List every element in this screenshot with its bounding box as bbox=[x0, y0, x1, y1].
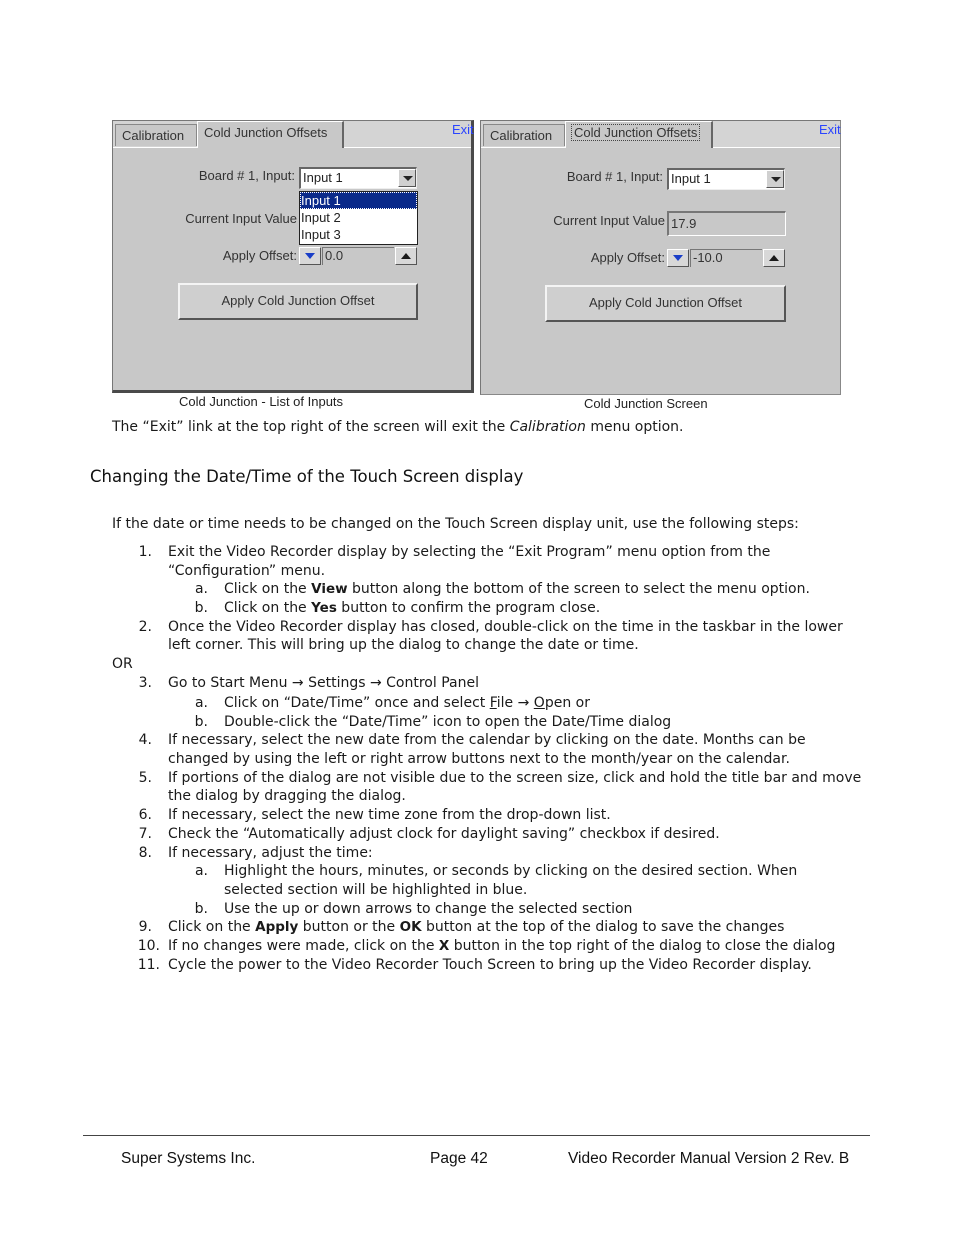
substep-letter: a. bbox=[194, 863, 208, 879]
footer-company: Super Systems Inc. bbox=[121, 1150, 256, 1167]
step-number: 5. bbox=[138, 770, 152, 786]
substep-text: Double-click the “Date/Time” icon to open the Date/Time dialog bbox=[224, 714, 672, 730]
cold-junction-screenshot bbox=[480, 120, 841, 395]
footer-page-number: Page 42 bbox=[430, 1150, 488, 1167]
step-text: Once the Video Recorder display has closed, double-click on the time in the taskbar in the lower bbox=[168, 619, 843, 635]
step-text: If necessary, adjust the time: bbox=[168, 845, 373, 861]
apply-cold-junction-offset-button[interactable]: Apply Cold Junction Offset bbox=[178, 283, 418, 320]
step-number: 3. bbox=[138, 675, 152, 691]
exit-link[interactable]: Exit bbox=[819, 122, 841, 137]
step-number: 1. bbox=[138, 544, 152, 560]
step-text: Exit the Video Recorder display by selecting the “Exit Program” menu option from the bbox=[168, 544, 771, 560]
step-text: changed by using the left or right arrow buttons next to the month/year on the calendar. bbox=[168, 751, 790, 767]
step-number: 10. bbox=[137, 938, 160, 954]
dropdown-option[interactable]: Input 3 bbox=[301, 227, 341, 242]
exit-note: The “Exit” link at the top right of the screen will exit the Calibration menu option. bbox=[112, 419, 684, 435]
substep-letter: a. bbox=[194, 695, 208, 711]
substep-text: Use the up or down arrows to change the selected section bbox=[224, 901, 633, 917]
step-text: Cycle the power to the Video Recorder Touch Screen to bring up the Video Recorder display. bbox=[168, 957, 812, 973]
step-number: 6. bbox=[138, 807, 152, 823]
current-input-value-label: Current Input Value bbox=[185, 211, 297, 226]
cold-junction-list-screenshot bbox=[112, 120, 474, 393]
step-text: left corner. This will bring up the dialog to change the date or time. bbox=[168, 637, 639, 653]
offset-decrement-button[interactable] bbox=[299, 247, 321, 265]
offset-increment-button[interactable] bbox=[395, 247, 417, 265]
step-number: 8. bbox=[138, 845, 152, 861]
step-number: 4. bbox=[138, 732, 152, 748]
step-number: 11. bbox=[137, 957, 160, 973]
chevron-down-icon[interactable] bbox=[398, 169, 416, 187]
tab-cold-junction-offsets[interactable]: Cold Junction Offsets bbox=[565, 121, 713, 148]
step-text: Go to Start Menu → Settings → Control Panel bbox=[168, 675, 479, 691]
step-text: If necessary, select the new date from the calendar by clicking on the date. Months can be bbox=[168, 732, 806, 748]
offset-decrement-button[interactable] bbox=[667, 249, 689, 267]
right-figure-caption: Cold Junction Screen bbox=[584, 396, 708, 411]
step-number: 9. bbox=[138, 919, 152, 935]
step-number: 2. bbox=[138, 619, 152, 635]
apply-cold-junction-offset-button[interactable]: Apply Cold Junction Offset bbox=[545, 285, 786, 322]
substep-text: Highlight the hours, minutes, or seconds by clicking on the desired section. When bbox=[224, 863, 798, 879]
current-input-value-field: 17.9 bbox=[667, 211, 786, 236]
substep-letter: b. bbox=[194, 714, 208, 730]
tab-cold-junction-offsets[interactable]: Cold Junction Offsets bbox=[197, 121, 344, 148]
input-select[interactable]: Input 1 bbox=[667, 168, 785, 190]
exit-link[interactable]: Exit bbox=[452, 122, 474, 137]
substep-letter: a. bbox=[194, 581, 208, 597]
current-input-value-label: Current Input Value bbox=[553, 213, 665, 228]
substep-text: Click on the View button along the bottom of the screen to select the menu option. bbox=[224, 581, 810, 597]
input-select[interactable]: Input 1 bbox=[299, 167, 417, 189]
step-text: the dialog by dragging the dialog. bbox=[168, 788, 406, 804]
section-heading: Changing the Date/Time of the Touch Screen display bbox=[90, 467, 524, 486]
left-figure-caption: Cold Junction - List of Inputs bbox=[179, 394, 344, 409]
or-separator: OR bbox=[112, 656, 133, 672]
step-number: 7. bbox=[138, 826, 152, 842]
step-text: Click on the Apply button or the OK button at the top of the dialog to save the changes bbox=[168, 919, 785, 935]
apply-offset-label: Apply Offset: bbox=[222, 248, 297, 263]
footer-document-title: Video Recorder Manual Version 2 Rev. B bbox=[568, 1150, 850, 1167]
tab-calibration[interactable]: Calibration bbox=[483, 124, 565, 146]
offset-value[interactable]: -10.0 bbox=[690, 249, 762, 267]
apply-offset-label: Apply Offset: bbox=[590, 250, 665, 265]
intro-text: If the date or time needs to be changed on the Touch Screen display unit, use the following steps: bbox=[112, 516, 799, 532]
footer-divider bbox=[83, 1135, 870, 1136]
substep-text: selected section will be highlighted in blue. bbox=[224, 882, 528, 898]
step-text: Check the “Automatically adjust clock for daylight saving” checkbox if desired. bbox=[168, 826, 720, 842]
board-input-label: Board # 1, Input: bbox=[198, 168, 295, 183]
substep-letter: b. bbox=[194, 600, 208, 616]
input-dropdown-list[interactable] bbox=[299, 191, 418, 245]
tab-calibration[interactable]: Calibration bbox=[115, 124, 197, 146]
dropdown-option[interactable]: Input 1 bbox=[300, 192, 417, 209]
offset-value[interactable]: 0.0 bbox=[322, 247, 394, 265]
step-text: If no changes were made, click on the X button in the top right of the dialog to close the dialog bbox=[168, 938, 836, 954]
substep-letter: b. bbox=[194, 901, 208, 917]
substep-text: Click on the Yes button to confirm the program close. bbox=[224, 600, 601, 616]
chevron-down-icon[interactable] bbox=[766, 170, 784, 188]
step-text: If portions of the dialog are not visible due to the screen size, click and hold the title bar and move bbox=[168, 770, 862, 786]
substep-text: Click on “Date/Time” once and select File → Open or bbox=[224, 695, 590, 711]
dropdown-option[interactable]: Input 2 bbox=[301, 210, 341, 225]
step-text: “Configuration” menu. bbox=[168, 563, 326, 579]
step-text: If necessary, select the new time zone from the drop-down list. bbox=[168, 807, 611, 823]
offset-increment-button[interactable] bbox=[763, 249, 785, 267]
board-input-label: Board # 1, Input: bbox=[566, 169, 663, 184]
